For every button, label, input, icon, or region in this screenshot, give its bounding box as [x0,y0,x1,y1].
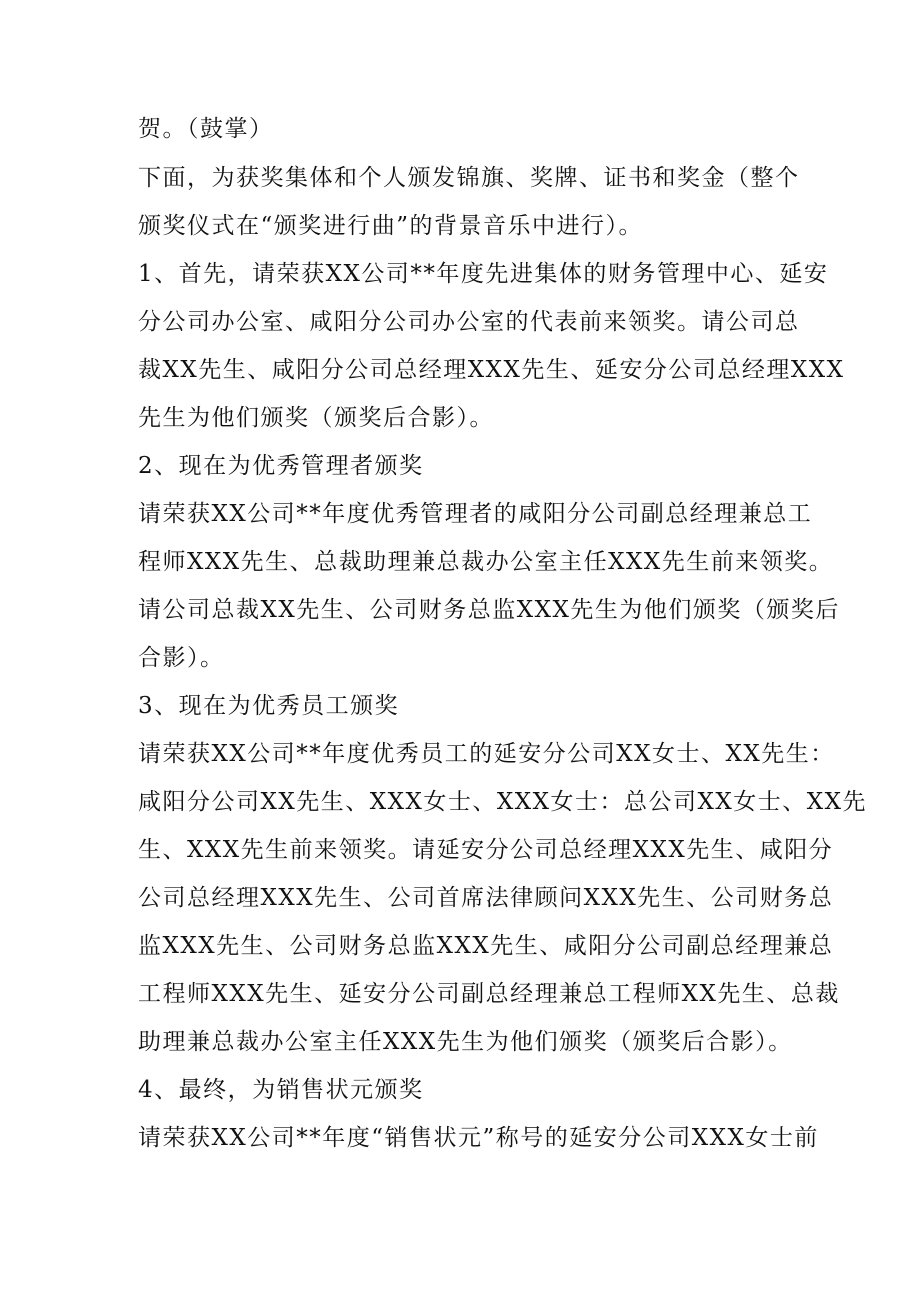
text-line: 助理兼总裁办公室主任XXX先生为他们颁奖（颁奖后合影）。 [138,1029,793,1055]
text-line: 监XXX先生、公司财务总监XXX先生、咸阳分公司副总经理兼总 [138,933,834,959]
section-1-heading-line: 1、首先，请荣获XX公司**年度先进集体的财务管理中心、延安 [138,261,829,287]
text-line: 咸阳分公司XX先生、XXX女士、XXX女士：总公司XX女士、XX先 [138,789,867,815]
section-3-heading: 3、现在为优秀员工颁奖 [138,693,400,719]
text-line: 请公司总裁XX先生、公司财务总监XXX先生为他们颁奖（颁奖后 [138,597,840,623]
text-line: 公司总经理XXX先生、公司首席法律顾问XXX先生、公司财务总 [138,885,834,911]
text-line: 颁奖仪式在“颁奖进行曲”的背景音乐中进行）。 [138,213,644,239]
text-line: 合影）。 [138,645,225,671]
section-4-heading: 4、最终，为销售状元颁奖 [138,1077,424,1103]
text-line: 请荣获XX公司**年度优秀员工的延安分公司XX女士、XX先生： [138,741,835,767]
text-line: 生、XXX先生前来领奖。请延安分公司总经理XXX先生、咸阳分 [138,837,834,863]
text-line: 工程师XXX先生、延安分公司副总经理兼总工程师XX先生、总裁 [138,981,840,1007]
text-line: 请荣获XX公司**年度优秀管理者的咸阳分公司副总经理兼总工 [138,501,813,527]
text-line: 分公司办公室、咸阳分公司办公室的代表前来领奖。请公司总 [138,309,800,335]
text-line: 下面，为获奖集体和个人颁发锦旗、奖牌、证书和奖金（整个 [138,165,800,191]
text-line: 请荣获XX公司**年度“销售状元”称号的延安分公司XXX女士前 [138,1125,819,1151]
section-2-heading: 2、现在为优秀管理者颁奖 [138,453,424,479]
text-line: 程师XXX先生、总裁助理兼总裁办公室主任XXX先生前来领奖。 [138,549,834,575]
text-line: 贺。（鼓掌） [138,116,274,142]
text-line: 裁XX先生、咸阳分公司总经理XXX先生、延安分公司总经理XXX [138,357,845,383]
text-line: 先生为他们颁奖（颁奖后合影）。 [138,405,494,431]
